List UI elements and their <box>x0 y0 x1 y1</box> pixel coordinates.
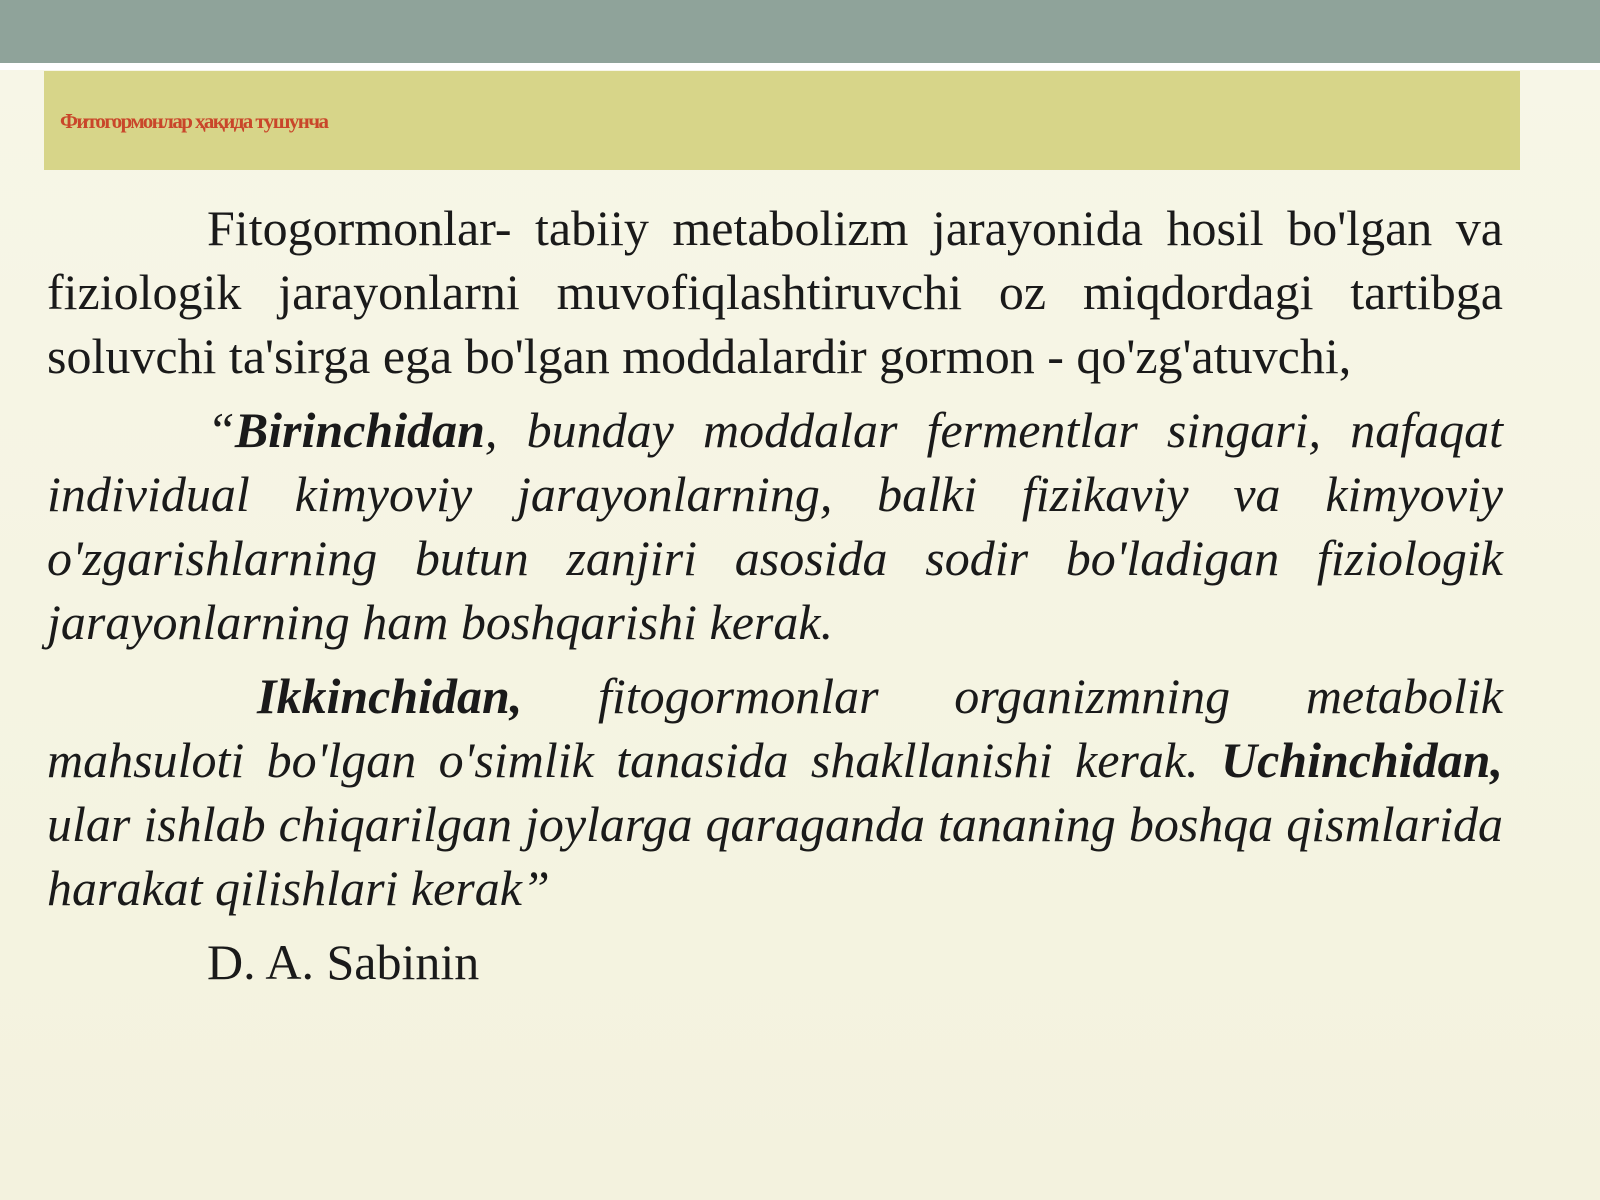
quote-first-text: , bunday moddalar fermentlar singari, nafaqat individual kimyoviy jarayonlarning, balki fizikaviy va kimyoviy o'zgarishlarning butun zanjiri asosida sodir bo'ladigan fiziologik jarayonlarning ham boshqarishi kerak. <box>47 402 1503 650</box>
title-bar <box>44 71 1520 170</box>
quote-first-label: Birinchidan <box>234 402 485 458</box>
slide-title: Фитогормонлар ҳақида тушунча <box>60 109 328 133</box>
quote-third-label: Uchinchidan, <box>1220 732 1503 788</box>
definition-text: Fitogormonlar- tabiiy metabolizm jarayonida hosil bo'lgan va fiziologik jarayonlarni muvofiqlashtiruvchi oz miqdordagi tartibga soluvchi ta'sirga ega bo'lgan moddalardir gormon - qo'zg'atuvchi, <box>47 200 1503 384</box>
quote-third-text: ular ishlab chiqarilgan joylarga qaraganda tananing boshqa qismlarida harakat qilishlari kerak <box>47 796 1503 916</box>
slide-body <box>47 196 1503 994</box>
quote-open-mark: “ <box>207 402 235 458</box>
quote-paragraph-first <box>47 398 1503 654</box>
quote-second-label: Ikkinchidan, <box>257 668 523 724</box>
quote-second-text: fitogormonlar organizmning metabolik mahsuloti bo'lgan o'simlik tanasida shakllanishi kerak. <box>47 668 1503 788</box>
header-separator <box>0 63 1600 70</box>
top-header-band <box>0 0 1600 63</box>
quote-paragraph-second <box>47 664 1503 920</box>
quote-author <box>47 930 1503 994</box>
quote-close-mark: ” <box>521 860 550 916</box>
author-name: D. A. Sabinin <box>207 934 480 990</box>
definition-paragraph <box>47 196 1503 388</box>
